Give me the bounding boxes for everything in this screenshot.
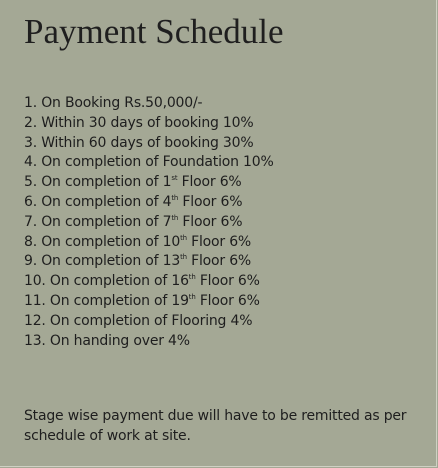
schedule-item xyxy=(24,213,274,233)
floor-ordinal-suffix: th xyxy=(171,193,179,202)
payment-schedule-list xyxy=(24,94,274,351)
schedule-item xyxy=(24,173,274,193)
page-title: Payment Schedule xyxy=(24,12,284,51)
schedule-item-text-end: Floor 6% xyxy=(178,213,243,230)
floor-ordinal-suffix: th xyxy=(180,253,187,262)
schedule-item-text: 7. On completion of 7 xyxy=(24,213,172,230)
schedule-item-text: 2. Within 30 days of booking 10% xyxy=(24,114,254,131)
schedule-item xyxy=(24,272,274,292)
schedule-item-text-end: Floor 6% xyxy=(195,273,260,290)
payment-note: Stage wise payment due will have to be remitted as per schedule of work at site. xyxy=(24,408,407,444)
schedule-item-text: 8. On completion of 10 xyxy=(24,233,181,250)
schedule-item xyxy=(24,233,274,253)
schedule-item xyxy=(24,153,274,173)
schedule-item-text: 3. Within 60 days of booking 30% xyxy=(24,134,254,151)
schedule-item-text-end: Floor 6% xyxy=(186,253,251,270)
schedule-item-text: 10. On completion of 16 xyxy=(24,273,189,290)
schedule-item xyxy=(24,332,274,352)
schedule-item-text: 11. On completion of 19 xyxy=(24,292,189,309)
schedule-item xyxy=(24,312,274,332)
floor-ordinal-suffix: st xyxy=(171,174,178,183)
floor-ordinal-suffix: th xyxy=(180,233,187,242)
schedule-item-text: 5. On completion of 1 xyxy=(24,174,172,191)
schedule-item-text: 4. On completion of Foundation 10% xyxy=(24,154,274,171)
schedule-item xyxy=(24,114,274,134)
schedule-item-text-end: Floor 6% xyxy=(177,174,242,191)
schedule-item-text-end: Floor 6% xyxy=(186,233,251,250)
schedule-item xyxy=(24,134,274,154)
floor-ordinal-suffix: th xyxy=(188,273,196,282)
schedule-item-text: 9. On completion of 13 xyxy=(24,253,181,270)
schedule-item-text-end: Floor 6% xyxy=(178,193,243,210)
schedule-item-text: 1. On Booking Rs.50,000/- xyxy=(24,95,203,111)
schedule-item-text: 6. On completion of 4 xyxy=(24,193,172,210)
schedule-item-text: 13. On handing over 4% xyxy=(24,332,190,349)
floor-ordinal-suffix: th xyxy=(171,213,179,222)
schedule-item xyxy=(24,252,274,272)
schedule-item xyxy=(24,193,274,213)
schedule-item xyxy=(24,94,274,114)
schedule-item xyxy=(24,292,274,312)
schedule-item-text: 12. On completion of Flooring 4% xyxy=(24,312,253,329)
schedule-item-text-end: Floor 6% xyxy=(195,292,260,309)
floor-ordinal-suffix: th xyxy=(188,292,196,301)
